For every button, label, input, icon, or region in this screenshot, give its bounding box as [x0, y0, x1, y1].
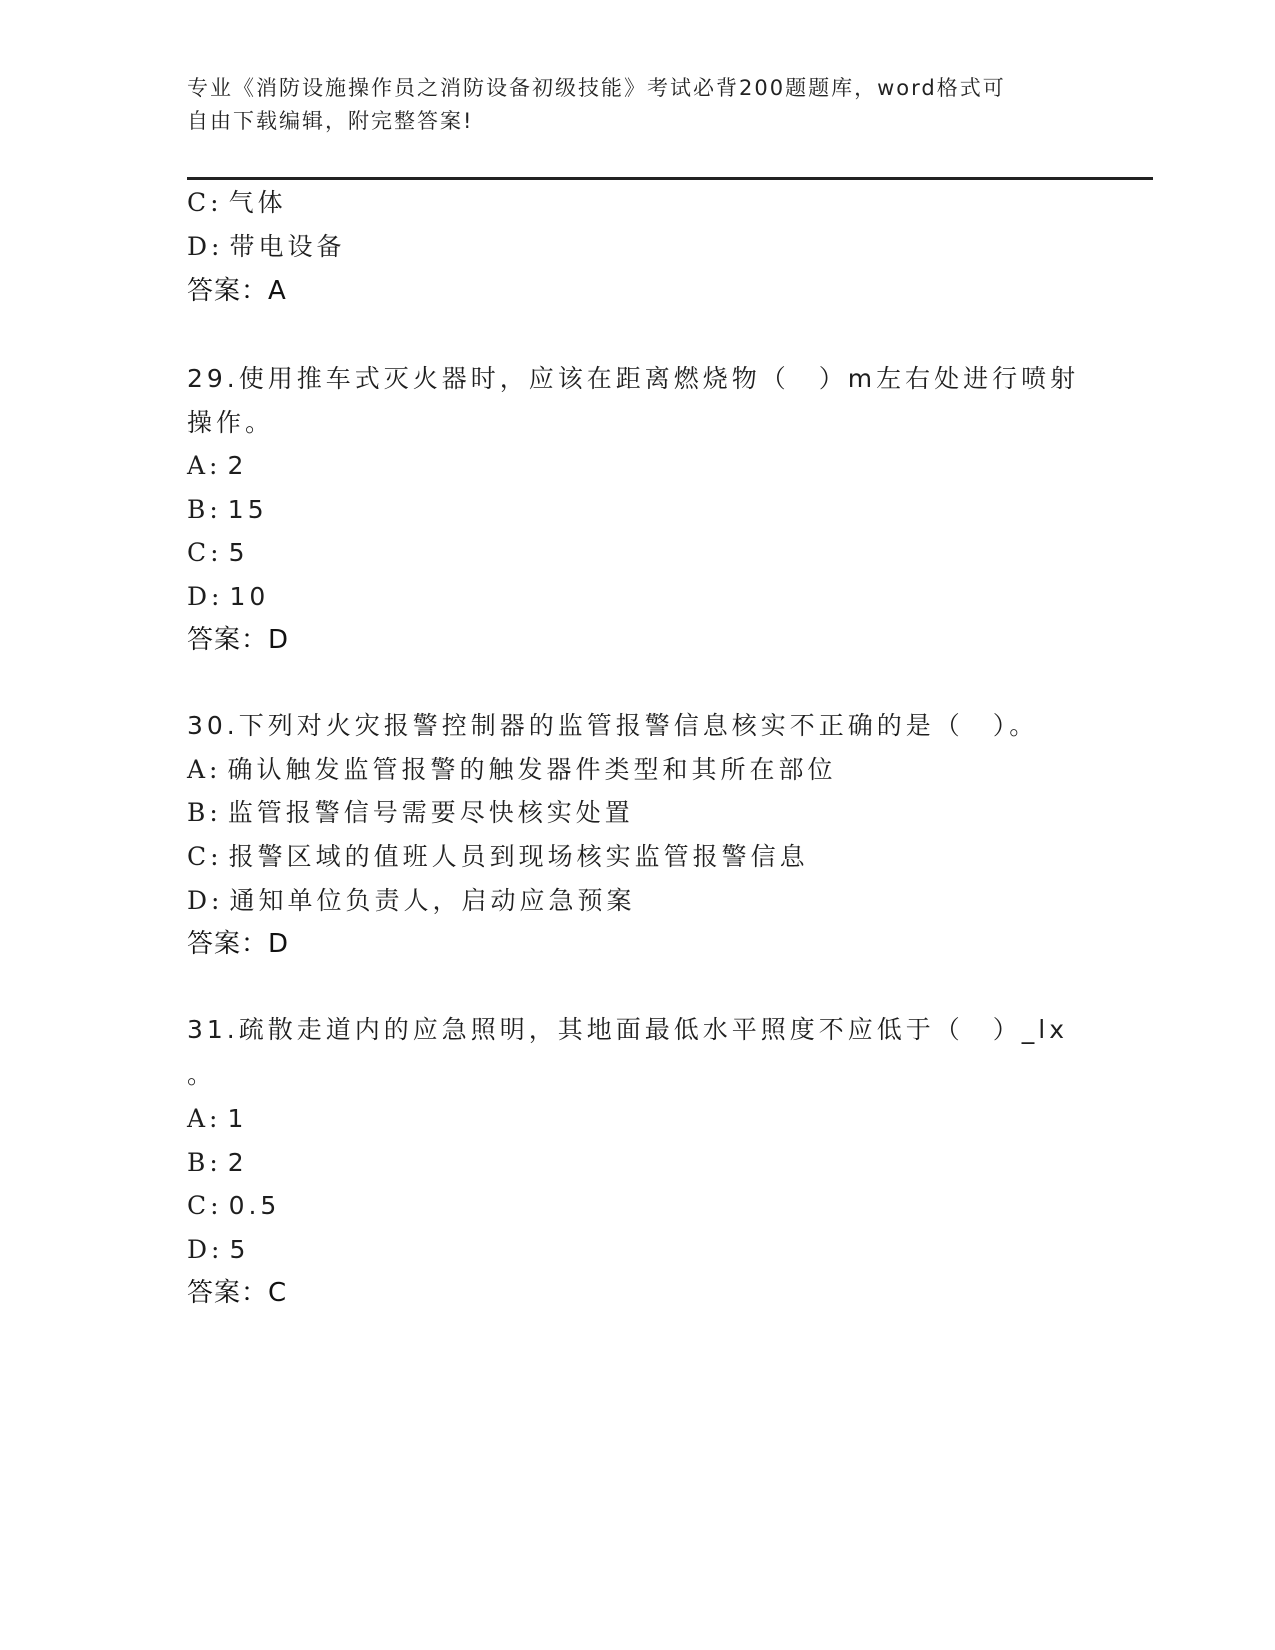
answer-line: 答案：D — [187, 929, 290, 959]
option-text: 15 — [227, 495, 268, 524]
option-row — [187, 834, 1077, 880]
question-stem-continued: 。 — [187, 1060, 217, 1089]
option-label: A: — [187, 451, 222, 480]
option-row — [187, 1140, 1077, 1186]
option-text: 确认触发监管报警的触发器件类型和其所在部位 — [227, 755, 837, 784]
header-line-1: 专业《消防设施操作员之消防设备初级技能》考试必背200题题库，word格式可 — [187, 76, 1006, 100]
option-label: A: — [187, 755, 222, 784]
option-row — [187, 747, 1077, 793]
question-stem: 30.下列对火灾报警控制器的监管报警信息核实不正确的是（ ）。 — [187, 711, 1039, 740]
option-text: 通知单位负责人，启动应急预案 — [229, 886, 636, 915]
option-row — [187, 878, 1077, 924]
question-stem-continued: 操作。 — [187, 408, 275, 437]
option-row — [187, 530, 1077, 576]
option-label: D: — [187, 582, 224, 611]
option-label: C: — [187, 188, 223, 217]
answer-line: 答案：D — [187, 625, 290, 655]
option-text: 2 — [227, 1148, 248, 1177]
option-label: D: — [187, 886, 224, 915]
option-row — [187, 1096, 1077, 1142]
option-text: 10 — [229, 582, 270, 611]
option-text: 5 — [228, 538, 249, 567]
option-row — [187, 487, 1077, 533]
document-header — [187, 72, 1067, 138]
question-stem: 31.疏散走道内的应急照明，其地面最低水平照度不应低于（ ）_lx — [187, 1015, 1069, 1044]
option-label: A: — [187, 1104, 222, 1133]
option-text: 1 — [227, 1104, 248, 1133]
option-text: 报警区域的值班人员到现场核实监管报警信息 — [228, 842, 809, 871]
option-text: 带电设备 — [229, 232, 346, 261]
option-text: 气体 — [228, 188, 287, 217]
header-line-2: 自由下载编辑，附完整答案! — [187, 109, 474, 133]
answer-line: 答案：A — [187, 276, 287, 306]
option-label: D: — [187, 1235, 224, 1264]
option-row — [187, 443, 1077, 489]
option-label: C: — [187, 1191, 223, 1220]
question-stem: 29.使用推车式灭火器时，应该在距离燃烧物（ ）m左右处进行喷射 — [187, 364, 1080, 393]
answer-line: 答案：C — [187, 1278, 288, 1308]
option-row — [187, 574, 1077, 620]
option-text: 监管报警信号需要尽快核实处置 — [227, 798, 634, 827]
option-label: B: — [187, 1148, 222, 1177]
option-row — [187, 1227, 1077, 1273]
option-text: 0.5 — [228, 1191, 281, 1220]
option-label: C: — [187, 842, 223, 871]
option-label: C: — [187, 538, 223, 567]
option-row — [187, 180, 1077, 226]
option-label: D: — [187, 232, 224, 261]
option-label: B: — [187, 798, 222, 827]
option-row — [187, 224, 1077, 270]
option-text: 5 — [229, 1235, 250, 1264]
option-row — [187, 790, 1077, 836]
option-text: 2 — [227, 451, 248, 480]
option-label: B: — [187, 495, 222, 524]
option-row — [187, 1183, 1077, 1229]
